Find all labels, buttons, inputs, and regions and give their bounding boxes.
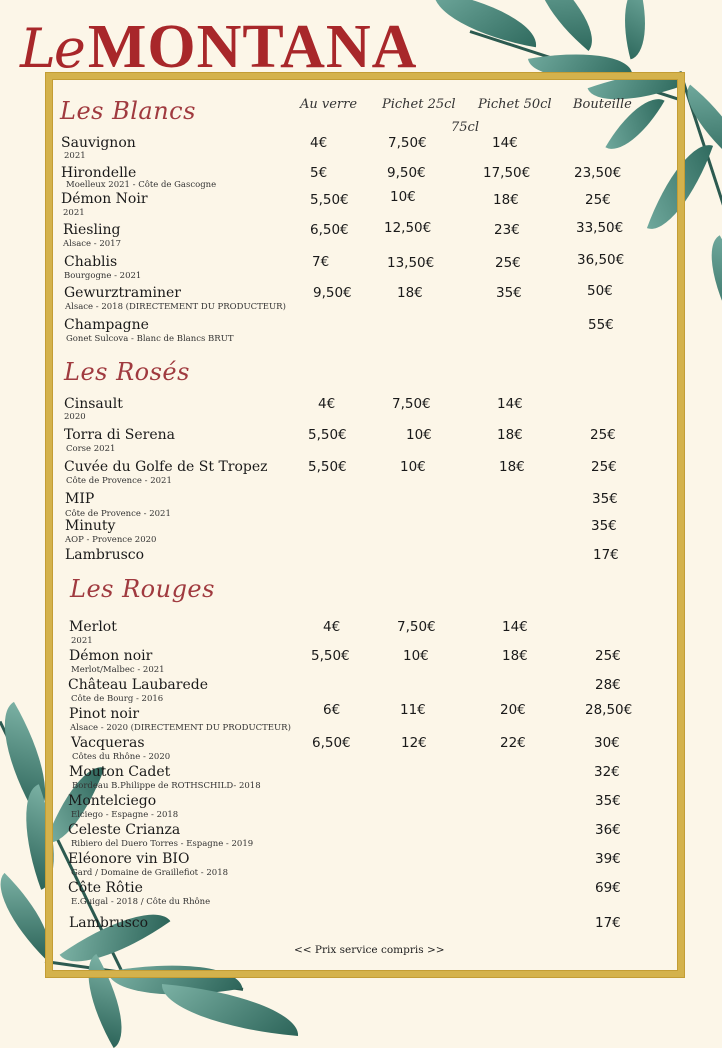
wine-name: Démon Noir [61,191,148,207]
price-pitcher-50: 18€ [493,192,519,208]
price-bottle: 23,50€ [574,165,622,181]
price-pitcher-25: 10€ [406,427,432,443]
wine-name: Lambrusco [65,547,145,563]
wine-name: Champagne [64,317,149,333]
price-pitcher-25: 10€ [400,459,426,475]
price-bottle: 25€ [585,192,611,208]
wine-name: Pinot noir [69,706,140,722]
column-header-pitcher-50: Pichet 50cl [478,97,552,112]
wine-name: Lambrusco [69,915,149,931]
wine-name: Montelciego [68,793,157,809]
price-bottle: 50€ [587,283,613,299]
price-bottle: 32€ [594,764,620,780]
wine-detail: AOP - Provence 2020 [65,535,157,545]
title-script: Le [20,17,84,80]
wine-name: Sauvignon [61,135,136,151]
price-glass: 4€ [323,619,341,635]
price-pitcher-50: 14€ [492,135,518,151]
wine-name: Gewurztraminer [64,285,181,301]
price-bottle: 69€ [595,880,621,896]
price-glass: 9,50€ [313,285,352,301]
column-header-glass: Au verre [300,97,358,112]
price-glass: 7€ [312,254,330,270]
wine-detail: Elciego - Espagne - 2018 [71,810,179,820]
wine-name: Cinsault [64,396,123,412]
wine-detail: Corse 2021 [66,444,116,454]
wine-detail: 2021 [63,208,85,218]
price-pitcher-50: 18€ [499,459,525,475]
wine-name: Torra di Serena [64,427,175,443]
price-pitcher-50: 18€ [497,427,523,443]
wine-detail: Côte de Provence - 2021 [66,476,172,486]
wine-name: Château Laubarede [68,677,208,693]
price-bottle: 35€ [592,491,618,507]
wine-name: Merlot [69,619,117,635]
wine-name: Démon noir [69,648,153,664]
price-bottle: 25€ [595,648,621,664]
wine-name: Minuty [65,518,116,534]
price-pitcher-50: 14€ [497,396,523,412]
price-bottle: 33,50€ [576,220,624,236]
wine-name: Hirondelle [61,165,137,181]
price-pitcher-25: 7,50€ [397,619,436,635]
price-glass: 6€ [323,702,341,718]
wine-detail: Côte de Bourg - 2016 [71,694,164,704]
price-glass: 5,50€ [310,192,349,208]
price-pitcher-50: 14€ [502,619,528,635]
price-pitcher-50: 22€ [500,735,526,751]
price-pitcher-25: 7,50€ [392,396,431,412]
wine-detail: 2021 [71,636,93,646]
wine-name: Eléonore vin BIO [68,851,190,867]
section-title-rouges: Les Rouges [70,575,215,603]
price-glass: 5,50€ [308,459,347,475]
wine-detail: Côte de Provence - 2021 [65,509,171,519]
price-bottle: 28,50€ [585,702,633,718]
price-pitcher-50: 25€ [495,255,521,271]
wine-detail: Côtes du Rhône - 2020 [72,752,171,762]
wine-detail: Alsace - 2017 [63,239,121,249]
wine-name: Celeste Crianza [68,822,181,838]
column-header-bottle: Bouteille [573,97,632,112]
wine-detail: Alsace - 2018 (DIRECTEMENT DU PRODUCTEUR) [65,302,286,312]
price-pitcher-50: 18€ [502,648,528,664]
restaurant-title [20,12,418,81]
wine-name: Cuvée du Golfe de St Tropez [64,459,268,475]
price-glass: 5€ [310,165,328,181]
column-header-bottle-volume: 75cl [451,120,479,135]
wine-detail: 2021 [64,151,86,161]
wine-detail: Gonet Sulcova - Blanc de Blancs BRUT [66,334,234,344]
price-pitcher-50: 20€ [500,702,526,718]
wine-detail: 2020 [64,412,86,422]
price-glass: 6,50€ [310,222,349,238]
price-pitcher-25: 9,50€ [387,165,426,181]
price-bottle: 25€ [590,427,616,443]
price-pitcher-25: 12,50€ [384,220,432,236]
price-pitcher-25: 13,50€ [387,255,435,271]
price-bottle: 35€ [591,518,617,534]
price-pitcher-50: 17,50€ [483,165,531,181]
price-bottle: 55€ [588,317,614,333]
price-pitcher-50: 35€ [496,285,522,301]
price-glass: 5,50€ [308,427,347,443]
title-main: MONTANA [87,13,418,81]
wine-name: Chablis [64,254,118,270]
price-pitcher-25: 18€ [397,285,423,301]
price-pitcher-25: 11€ [400,702,426,718]
column-header-pitcher-25: Pichet 25cl [382,97,456,112]
wine-name: MIP [65,491,95,507]
wine-name: Vacqueras [71,735,145,751]
wine-detail: E.Guigal - 2018 / Côte du Rhône [71,897,211,907]
wine-detail: Alsace - 2020 (DIRECTEMENT DU PRODUCTEUR) [70,723,291,733]
price-glass: 5,50€ [311,648,350,664]
wine-name: Riesling [63,222,121,238]
wine-detail: Bourgogne - 2021 [64,271,142,281]
price-glass: 4€ [310,135,328,151]
wine-name: Mouton Cadet [69,764,171,780]
price-bottle: 39€ [595,851,621,867]
price-pitcher-25: 10€ [390,189,416,205]
wine-detail: Merlot/Malbec - 2021 [71,665,165,675]
price-bottle: 35€ [595,793,621,809]
price-pitcher-25: 12€ [401,735,427,751]
price-pitcher-25: 10€ [403,648,429,664]
price-glass: 6,50€ [312,735,351,751]
price-bottle: 25€ [591,459,617,475]
wine-detail: Moelleux 2021 - Côte de Gascogne [66,180,217,190]
price-pitcher-50: 23€ [494,222,520,238]
section-title-roses: Les Rosés [64,358,190,386]
wine-detail: Bordeau B.Philippe de ROTHSCHILD- 2018 [72,781,261,791]
service-included-note: << Prix service compris >> [294,944,445,956]
wine-name: Côte Rôtie [68,880,143,896]
price-pitcher-25: 7,50€ [388,135,427,151]
wine-detail: Ribiero del Duero Torres - Espagne - 2019 [71,839,254,849]
price-bottle: 36€ [595,822,621,838]
price-bottle: 17€ [595,915,621,931]
price-bottle: 30€ [594,735,620,751]
price-glass: 4€ [318,396,336,412]
price-bottle: 36,50€ [577,252,625,268]
wine-detail: Gard / Domaine de Graillefiot - 2018 [71,868,229,878]
price-bottle: 28€ [595,677,621,693]
price-bottle: 17€ [593,547,619,563]
section-title-blancs: Les Blancs [60,97,196,125]
